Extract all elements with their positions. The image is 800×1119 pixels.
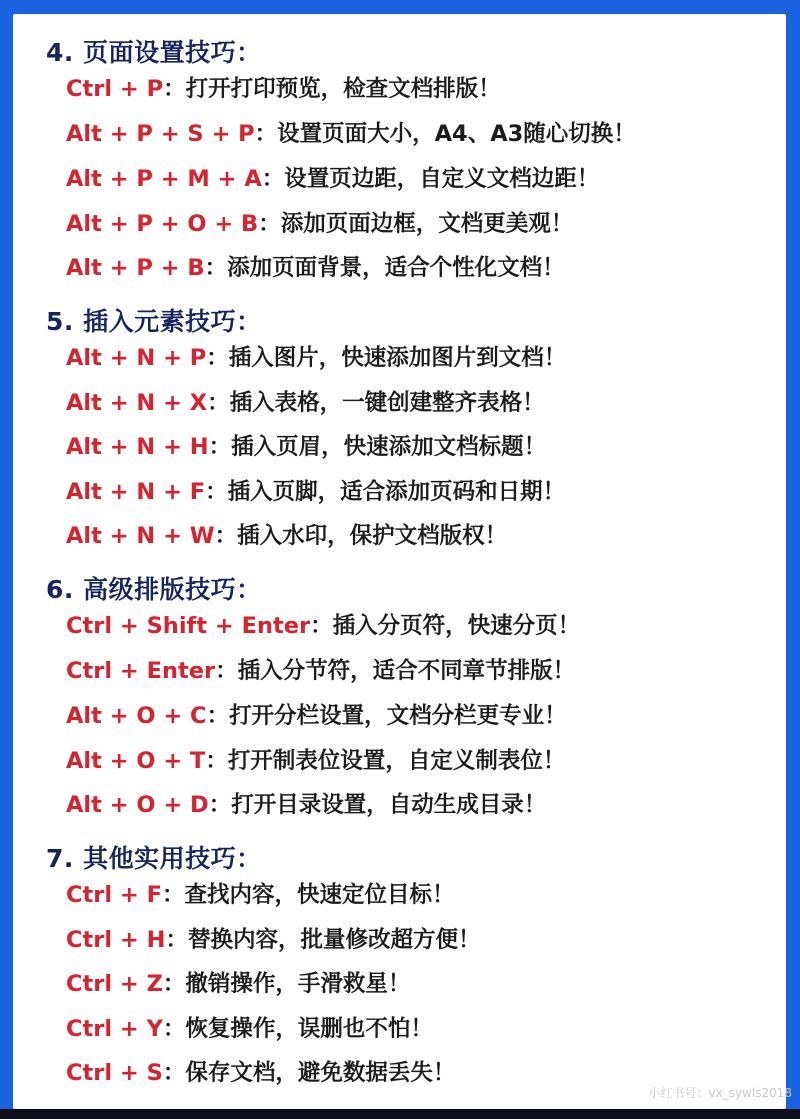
shortcut-description: ：设置页面大小，A4、A3随心切换！ — [254, 121, 636, 147]
shortcut-row — [66, 1018, 433, 1041]
shortcut-row — [66, 929, 480, 952]
shortcut-row — [66, 1062, 455, 1085]
shortcut-description: ：查找内容，快速定位目标！ — [161, 882, 455, 908]
shortcut-row — [66, 78, 501, 101]
shortcut-description: ：插入分节符，适合不同章节排版！ — [215, 658, 576, 684]
shortcut-description: ：插入表格，一键创建整齐表格！ — [207, 390, 545, 416]
shortcut-key: Alt + P + O + B — [66, 211, 259, 237]
shortcut-key: Ctrl + Y — [66, 1016, 163, 1042]
shortcut-row — [66, 392, 545, 415]
shortcut-key: Ctrl + Shift + Enter — [66, 613, 311, 639]
shortcut-row — [66, 123, 636, 146]
shortcut-key: Alt + P + S + P — [66, 121, 255, 147]
shortcut-key: Alt + O + D — [66, 792, 209, 818]
shortcut-key: Alt + N + F — [66, 479, 206, 505]
section-heading-page-setup: 4. 页面设置技巧： — [46, 38, 262, 67]
shortcut-row — [66, 884, 454, 907]
shortcut-description: ：打开目录设置，自动生成目录！ — [208, 792, 547, 818]
bottom-band — [0, 1109, 800, 1119]
shortcut-row — [66, 973, 410, 996]
shortcut-row — [66, 525, 507, 548]
shortcut-description: ：插入页脚，适合添加页码和日期！ — [205, 479, 566, 505]
shortcut-description: ：替换内容，批量修改超方便！ — [165, 927, 481, 953]
shortcut-row — [66, 481, 565, 504]
shortcut-key: Alt + O + T — [66, 748, 206, 774]
shortcut-key: Alt + N + W — [66, 523, 215, 549]
shortcut-row — [66, 436, 546, 459]
shortcut-key: Ctrl + H — [66, 927, 166, 953]
shortcut-row — [66, 168, 599, 191]
shortcut-description: ：打开打印预览，检查文档排版！ — [163, 76, 501, 102]
shortcut-description: ：添加页面背景，适合个性化文档！ — [204, 255, 565, 281]
section-heading-advanced-layout: 6. 高级排版技巧： — [46, 575, 262, 604]
shortcut-row — [66, 213, 573, 236]
shortcut-description: ：保存文档，避免数据丢失！ — [162, 1060, 456, 1086]
shortcut-description: ：插入分页符，快速分页！ — [310, 613, 581, 639]
shortcut-key: Alt + O + C — [66, 703, 207, 729]
watermark: 小红书号：vx_sywls2018 — [648, 1086, 792, 1100]
shortcut-row — [66, 794, 546, 817]
shortcut-description: ：插入页眉，快速添加文档标题！ — [208, 434, 547, 460]
shortcut-key: Alt + P + B — [66, 255, 205, 281]
shortcut-key: Ctrl + Enter — [66, 658, 216, 684]
shortcut-description: ：打开分栏设置，文档分栏更专业！ — [206, 703, 567, 729]
shortcut-key: Alt + N + P — [66, 345, 207, 371]
shortcut-key: Alt + N + X — [66, 390, 208, 416]
shortcut-key: Alt + N + H — [66, 434, 209, 460]
shortcut-row — [66, 257, 565, 280]
shortcut-description: ：设置页边距，自定义文档边距！ — [261, 166, 600, 192]
shortcut-description: ：打开制表位设置，自定义制表位！ — [205, 748, 566, 774]
shortcut-key: Alt + P + M + A — [66, 166, 262, 192]
shortcut-description: ：插入水印，保护文档版权！ — [214, 523, 508, 549]
shortcut-key: Ctrl + F — [66, 882, 162, 908]
shortcut-row — [66, 347, 566, 370]
shortcut-key: Ctrl + P — [66, 76, 164, 102]
shortcut-description: ：恢复操作，误删也不怕！ — [162, 1016, 433, 1042]
shortcut-row — [66, 660, 575, 683]
section-heading-insert-elements: 5. 插入元素技巧： — [46, 307, 262, 336]
shortcut-description: ：添加页面边框，文档更美观！ — [258, 211, 574, 237]
shortcut-key: Ctrl + S — [66, 1060, 163, 1086]
shortcut-description: ：插入图片，快速添加图片到文档！ — [206, 345, 567, 371]
shortcut-row — [66, 750, 565, 773]
shortcut-row — [66, 615, 580, 638]
shortcut-key: Ctrl + Z — [66, 971, 163, 997]
shortcut-row — [66, 705, 567, 728]
shortcut-description: ：撤销操作，手滑救星！ — [162, 971, 411, 997]
section-heading-other-tips: 7. 其他实用技巧： — [46, 844, 262, 873]
